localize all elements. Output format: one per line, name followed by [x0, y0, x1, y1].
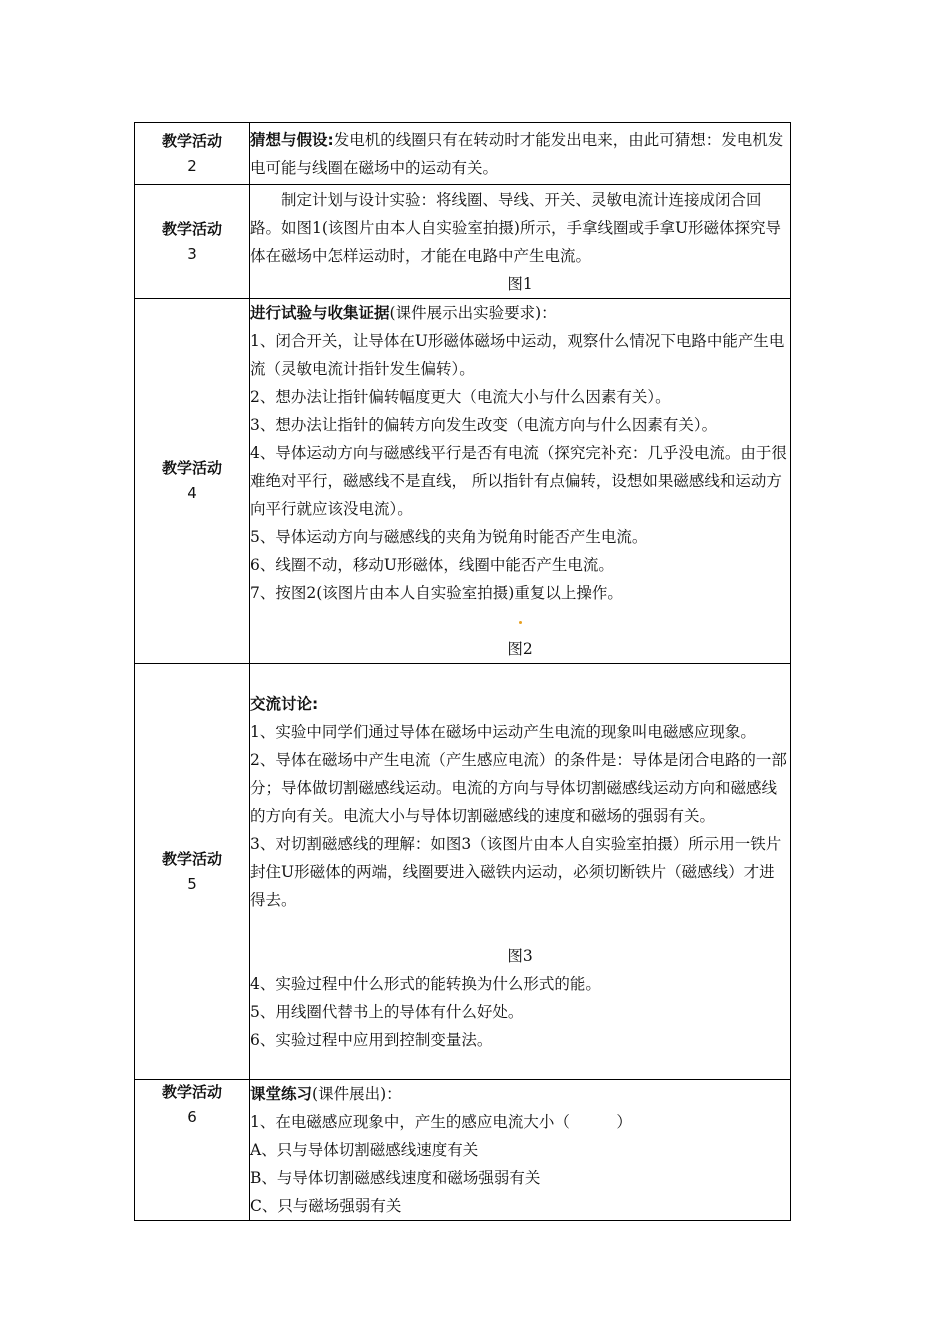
list-item: 4、导体运动方向与磁感线平行是否有电流（探究完补充：几乎没电流。由于很难绝对平行，磁感线不是直线， 所以指针有点偏转，设想如果磁感线和运动方向平行就应该没电流）。	[250, 444, 787, 518]
section-heading: 猜想与假设:	[250, 130, 334, 149]
activity-content-cell	[250, 185, 791, 299]
activity-label: 教学活动	[161, 1083, 222, 1101]
activity-content-cell	[250, 123, 791, 185]
activity-row-5	[135, 664, 791, 1080]
list-item: 4、实验过程中什么形式的能转换为什么形式的能。	[250, 974, 601, 993]
activity-number: 6	[187, 1108, 197, 1126]
activity-label: 教学活动	[161, 131, 222, 150]
figure-caption: 图2	[507, 640, 533, 658]
answer-option: C、只与磁场强弱有关	[250, 1197, 402, 1215]
figure-caption: 图1	[507, 274, 533, 293]
question-stem: 1、在电磁感应现象中，产生的感应电流大小（ ）	[250, 1113, 632, 1131]
list-item: 2、导体在磁场中产生电流（产生感应电流）的条件是：导体是闭合电路的一部分；导体做切割磁感线运动。电流的方向与导体切割磁感线运动方向和磁感线的方向有关。电流大小与导体切割磁感线的速度和磁场的强弱有关。	[250, 750, 787, 825]
activity-row-3	[135, 185, 791, 299]
list-item: 5、用线圈代替书上的导体有什么好处。	[250, 1002, 524, 1021]
section-heading: 课堂练习	[250, 1085, 313, 1103]
activity-number: 4	[187, 484, 197, 502]
list-item: 1、闭合开关，让导体在U形磁体磁场中运动，观察什么情况下电路中能产生电流（灵敏电流计指针发生偏转）。	[250, 332, 785, 378]
paragraph: 制定计划与设计实验：将线圈、导线、开关、灵敏电流计连接成闭合回路。如图1(该图片由本人自实验室拍摄)所示，手拿线圈或手拿U形磁体探究导体在磁场中怎样运动时，才能在电路中产生电流。	[250, 190, 782, 265]
list-item: 1、实验中同学们通过导体在磁场中运动产生电流的现象叫电磁感应现象。	[250, 722, 756, 741]
activity-content-cell	[250, 1080, 791, 1221]
list-item: 7、按图2(该图片由本人自实验室拍摄)重复以上操作。	[250, 584, 623, 602]
activity-content-cell	[250, 299, 791, 664]
heading-note: (课件展出)：	[312, 1085, 402, 1103]
activity-label-cell	[135, 299, 250, 664]
answer-option: B、与导体切割磁感线速度和磁场强弱有关	[250, 1169, 541, 1187]
figure-placeholder	[250, 914, 790, 942]
heading-note: (课件展示出实验要求)：	[389, 304, 557, 322]
activity-row-2	[135, 123, 791, 185]
activity-number: 3	[187, 244, 197, 263]
activity-label: 教学活动	[161, 219, 222, 238]
figure-placeholder	[250, 607, 790, 635]
list-item: 5、导体运动方向与磁感线的夹角为锐角时能否产生电流。	[250, 528, 648, 546]
list-item: 2、想办法让指针偏转幅度更大（电流大小与什么因素有关）。	[250, 388, 671, 406]
section-heading: 进行试验与收集证据	[250, 304, 390, 322]
activity-label-cell	[135, 185, 250, 299]
list-item: 6、实验过程中应用到控制变量法。	[250, 1030, 493, 1049]
activity-label-cell	[135, 664, 250, 1080]
activity-label-cell	[135, 123, 250, 185]
lesson-activity-table	[134, 122, 791, 1221]
activity-number: 2	[187, 156, 197, 175]
list-item: 3、想办法让指针的偏转方向发生改变（电流方向与什么因素有关）。	[250, 416, 718, 434]
activity-label: 教学活动	[161, 459, 222, 477]
activity-content-cell	[250, 664, 791, 1080]
list-item: 6、线圈不动，移动U形磁体，线圈中能否产生电流。	[250, 556, 614, 574]
section-heading: 交流讨论:	[250, 694, 319, 713]
activity-row-4	[135, 299, 791, 664]
activity-label: 教学活动	[161, 849, 222, 868]
figure-caption: 图3	[507, 946, 533, 965]
lesson-plan-page	[134, 122, 790, 1221]
activity-number: 5	[187, 874, 197, 893]
activity-row-6	[135, 1080, 791, 1221]
activity-label-cell	[135, 1080, 250, 1221]
answer-option: A、只与导体切割磁感线速度有关	[250, 1141, 479, 1159]
list-item: 3、对切割磁感线的理解：如图3（该图片由本人自实验室拍摄）所示用一铁片封住U形磁体的两端，线圈要进入磁铁内运动，必须切断铁片（磁感线）才进得去。	[250, 834, 782, 909]
paragraph: 发电机的线圈只有在转动时才能发出电来，由此可猜想：发电机发电可能与线圈在磁场中的运动有关。	[250, 130, 784, 177]
